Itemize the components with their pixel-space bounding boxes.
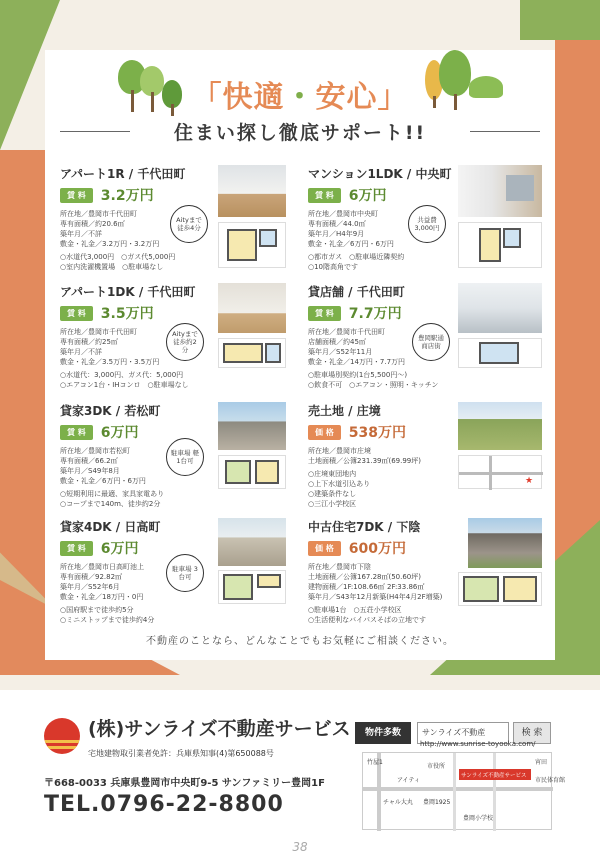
room-photo bbox=[218, 283, 286, 333]
website-url[interactable]: http://www.sunrise-toyooka.com/ bbox=[420, 740, 536, 748]
listing-price: 538万円 bbox=[348, 425, 407, 441]
listing-name: 中古住宅7DK / 下陰 bbox=[308, 520, 421, 534]
price-tag: 賃 料 bbox=[60, 188, 93, 203]
search-button[interactable]: 検 索 bbox=[513, 722, 551, 744]
subtitle-wrap bbox=[60, 116, 540, 146]
listing-badge: 共益費 3,000円 bbox=[408, 205, 446, 243]
listing-name: 貸家4DK / 日高町 bbox=[60, 520, 161, 534]
listing-price: 3.2万円 bbox=[100, 188, 154, 204]
listing-badge: 駐車場 軽1台可 bbox=[166, 438, 204, 476]
listing-price: 3.5万円 bbox=[100, 306, 154, 322]
listing-details: 所在地／豊岡市千代田町 専有面積／約20.6㎡ 築年月／不詳 敷金・礼金／3.2万円・3.2万円 bbox=[60, 210, 160, 248]
listing-features: ○駐車場1台 ○五荘小学校区 ○生活便利なバイパスそばの立地です bbox=[308, 606, 426, 624]
price-tag: 賃 料 bbox=[60, 306, 93, 321]
room-photo bbox=[458, 283, 542, 333]
search-label: 物件多数 bbox=[355, 722, 411, 744]
bg-green-shape bbox=[520, 0, 600, 40]
price-tag: 価 格 bbox=[308, 425, 341, 440]
listing-name: 貸家3DK / 若松町 bbox=[60, 404, 161, 418]
page-title: 「快適・安心」 bbox=[191, 80, 409, 115]
footer-message: 不動産のことなら、どんなことでもお気軽にご相談ください。 bbox=[146, 636, 454, 647]
location-map bbox=[458, 455, 542, 489]
company-name: (株)サンライズ不動産サービス bbox=[88, 718, 351, 740]
floor-plan bbox=[218, 455, 286, 489]
listing-details: 所在地／豊岡市若松町 専有面積／66.2㎡ 築年月／S49年8月 敷金・礼金／6万円・6万円 bbox=[60, 447, 146, 485]
access-map: 竹屋1 アイティ 市役所 サンライズ不動産サービス 宵田 市民体育館 チャル大丸 豊岡1925 豊岡小学校 bbox=[362, 752, 552, 830]
house-photo bbox=[218, 402, 286, 450]
price-tag: 賃 料 bbox=[60, 425, 93, 440]
listing-features: ○水道代：3,000円、ガス代：5,000円 ○エアコン1台・IHコンロ ○駐車場なし bbox=[60, 371, 189, 389]
listing-price: 6万円 bbox=[100, 541, 139, 557]
listing-details: 所在地／豊岡市下陰 土地面積／公簿167.28㎡(50.60坪) 建物面積／1F:108.66㎡ 2F:33.86㎡ 築年月／S43年12月新築(H4年4月2F増築) bbox=[308, 563, 443, 601]
listing-features: ○都市ガス ○駐車場近隣契約 ○10階高角です bbox=[308, 253, 405, 271]
listing-name: マンション1LDK / 中央町 bbox=[308, 167, 452, 181]
search-input[interactable]: サンライズ不動産 bbox=[417, 722, 509, 744]
floor-plan bbox=[218, 222, 286, 268]
listing-features: ○短期利用に最適、家具家電あり ○コープまで140m、徒歩約2分 bbox=[60, 490, 165, 508]
listing-name: アパート1DK / 千代田町 bbox=[60, 285, 196, 299]
listing-details: 所在地／豊岡市庄境 土地面積／公簿231.39㎡(69.99坪) bbox=[308, 447, 421, 465]
room-photo bbox=[218, 165, 286, 217]
listing-badge: 駐車場 3台可 bbox=[166, 554, 204, 592]
price-tag: 賃 料 bbox=[308, 188, 341, 203]
listing-details: 所在地／豊岡市千代田町 専有面積／約25㎡ 築年月／不詳 敷金・礼金／3.5万円・3.5万円 bbox=[60, 328, 160, 366]
company-address: 〒668-0033 兵庫県豊岡市中央町9-5 サンファミリー豊岡1F bbox=[44, 778, 325, 789]
bg-orange-shape bbox=[555, 40, 600, 600]
listing-features: ○庄境東団地内 ○上下水道引込あり ○建築条件なし ○三江小学校区 bbox=[308, 470, 371, 508]
land-photo bbox=[458, 402, 542, 450]
listing-details: 所在地／豊岡市千代田町 店舗面積／約45㎡ 築年月／S52年11月 敷金・礼金／14万円・7.7万円 bbox=[308, 328, 406, 366]
company-logo bbox=[44, 718, 80, 754]
house-photo bbox=[218, 518, 286, 566]
listing-name: 売土地 / 庄境 bbox=[308, 404, 381, 418]
floor-plan bbox=[458, 222, 542, 268]
listing-features: ○駐車場別契約(1台5,500円〜) ○飲食不可 ○エアコン・照明・キッチン bbox=[308, 371, 439, 389]
floor-plan bbox=[458, 572, 542, 606]
listing-details: 所在地／豊岡市中央町 専有面積／44.0㎡ 築年月／H4年9月 敷金・礼金／6万円・6万円 bbox=[308, 210, 394, 248]
listing-badge: 豊岡駅通 商店街 bbox=[412, 323, 450, 361]
bg-orange-shape bbox=[0, 150, 45, 600]
listing-price: 6万円 bbox=[100, 425, 139, 441]
listing-badge: Aityまで 徒歩約2分 bbox=[166, 323, 204, 361]
listing-price: 7.7万円 bbox=[348, 306, 402, 322]
listing-features: ○水道代3,000円 ○ガス代5,000円 ○室内洗濯機置場 ○駐車場なし bbox=[60, 253, 176, 271]
phone-number[interactable]: TEL.0796-22-8800 bbox=[44, 792, 284, 817]
house-photo bbox=[468, 518, 542, 568]
listing-price: 6万円 bbox=[348, 188, 387, 204]
license-number: 宅地建物取引業者免許：兵庫県知事(4)第650088号 bbox=[88, 749, 274, 758]
price-tag: 価 格 bbox=[308, 541, 341, 556]
price-tag: 賃 料 bbox=[60, 541, 93, 556]
listing-badge: Aityまで 徒歩4分 bbox=[170, 205, 208, 243]
listing-name: 貸店舗 / 千代田町 bbox=[308, 285, 405, 299]
listing-features: ○国府駅まで徒歩約5分 ○ミニストップまで徒歩約4分 bbox=[60, 606, 155, 624]
page-number: 38 bbox=[292, 840, 308, 854]
listing-price: 600万円 bbox=[348, 541, 407, 557]
price-tag: 賃 料 bbox=[308, 306, 341, 321]
listing-details: 所在地／豊岡市日高町池上 専有面積／92.82㎡ 築年月／S52年6月 敷金・礼金／18万円・0円 bbox=[60, 563, 144, 601]
room-photo bbox=[458, 165, 542, 217]
listing-name: アパート1R / 千代田町 bbox=[60, 167, 186, 181]
floor-plan bbox=[458, 338, 542, 368]
star-icon: ★ bbox=[525, 476, 534, 486]
floor-plan bbox=[218, 338, 286, 368]
floor-plan bbox=[218, 570, 286, 604]
page-subtitle: 住まい探し徹底サポート!! bbox=[173, 122, 427, 144]
